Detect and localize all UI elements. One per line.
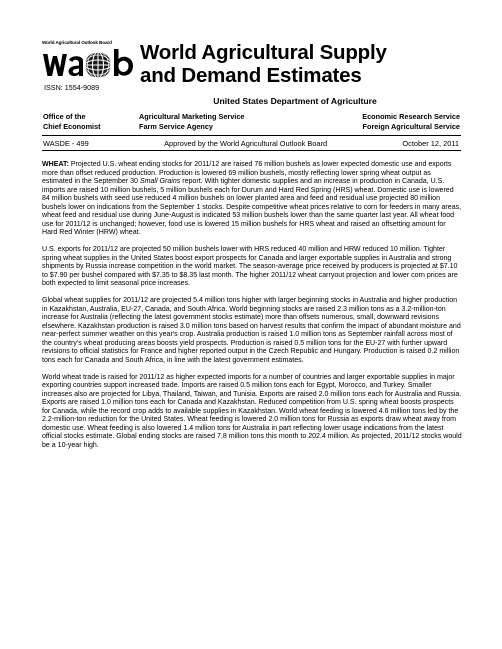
agency-line: Office of the [43,112,86,121]
paragraph-global-supplies: Global wheat supplies for 2011/12 are projected 5.4 million tons higher with larger beginning stocks in Australia and higher production in Kazakhstan, Australia, EU-27, Canada, and South Africa. World beginning stocks are raised 2.3 million tons as a 3.2-million-ton increase for Australia (reflecting the latest government stocks estimate) more than offsets numerous, small, downward revisions elsewhere. Kazakhstan production is raised 3.0 million tons based on harvest results that confirm the impact of abundant moisture and near-perfect summer weather on this year's crop. Australia production is raised 1.0 million tons as September rainfall across most of the country's wheat producing areas boosts yield prospects. Production is raised 0.5 million tons for the EU-27 with further upward revisions to official statistics for France and higher reported output in the Czech Republic and Hungary. Production is raised 0.2 million tons each for Canada and South Africa, in line with the latest government estimates. [42,297,461,364]
approval-text: Approved by the World Agricultural Outlook Board [164,138,328,148]
agency-line: Economic Research Service [362,112,460,121]
waob-logo-icon [42,48,138,82]
department-name: United States Department of Agriculture [213,96,377,106]
paragraph-wheat-us [42,161,462,238]
paragraph-us-exports: U.S. exports for 2011/12 are projected 50 million bushels lower with HRS reduced 40 million and HRW reduced 10 million. Tighter spring wheat supplies in the United States boost export prospects for Canada and larger exportable supplies in Australia and strong shipments by Russia increase competition in the world market. The season-average price received by producers is projected at $7.10 to $7.90 per bushel compared with $7.35 to $8.35 last month. The higher 2011/12 wheat carryout projection and lower corn prices are both expected to limit seasonal price increases. [42,246,458,288]
report-info-bar [42,135,461,151]
report-number: WASDE - 499 [43,138,89,148]
agencies-right [362,112,460,131]
board-name: World Agricultural Outlook Board [42,40,112,45]
publication-title: Small Grains [139,178,181,186]
paragraph-text: Projected U.S. wheat ending stocks for 2011/12 are raised 76 million bushels as lower expected domestic use and exports more than offset reduced production. Production is lowered 69 million bushels, mostly reflecting lower spring wheat output as estimated in the September 30 [42,161,452,186]
agency-line: Agricultural Marketing Service [139,112,245,121]
agency-line: Foreign Agricultural Service [362,121,460,131]
issn-number: ISSN: 1554-9089 [44,83,100,92]
globe-icon [85,52,111,78]
agency-line: Chief Economist [43,121,101,131]
paragraph-text: report. With tighter domestic supplies and an increase in production in Canada, U.S. imports are raised 10 million bushels, 5 million bushels each for Durum and Hard Red Spring (HRS) wheat. Domestic use is lowered 84 million bushels with seed use reduced 4 million bushels on lower planted area and feed and residual use projected 80 million bushels lower on indications from the September 1 stocks. Despite competitive wheat prices relative to corn for feeders in many areas, wheat feed and residual use during June-August is indicated 53 million bushels lower than the same quarter last year. All wheat food use for 2011/12 is unchanged; however, food use is lowered 15 million bushels for HRS wheat and raised an offsetting amount for Hard Red Winter (HRW) wheat. [42,178,462,237]
report-date: October 12, 2011 [402,138,459,148]
paragraph-world-trade: World wheat trade is raised for 2011/12 as higher expected imports for a number of countries and larger exportable supplies in major exporting countries support increased trade. Imports are raised 0.5 million tons each for Egypt, Morocco, and Turkey. Smaller increases also are projected for Libya, Thailand, Taiwan, and Tunisia. Exports are raised 2.0 million tons each for Australia and Russia. Exports are raised 1.0 million tons each for Canada and Kazakhstan. Reduced competition from U.S. spring wheat boosts prospects for Canada, while the record crop adds to available supplies in Kazakhstan. World wheat feeding is lowered 4.6 million tons led by the 2.2-million-ton reduction for the United States. Wheat feeding is lowered 2.0 million tons for Russia as exports draw wheat away from domestic use. Wheat feeding is also lowered 1.4 million tons for Australia in part reflecting lower usage indications from the latest official stocks estimate. Global ending stocks are raised 7.8 million tons this month to 202.4 million. As projected, 2011/12 stocks would be a 10-year high. [42,373,462,449]
agencies-middle [139,112,244,131]
title-line-2: and Demand Estimates [140,64,362,87]
report-body [42,161,462,459]
page-title [140,41,387,87]
section-label-wheat: WHEAT: [42,161,69,168]
waob-logo [42,48,138,82]
agency-line: Farm Service Agency [139,121,213,131]
title-line-1: World Agricultural Supply [140,41,387,64]
agencies-left [43,112,101,131]
